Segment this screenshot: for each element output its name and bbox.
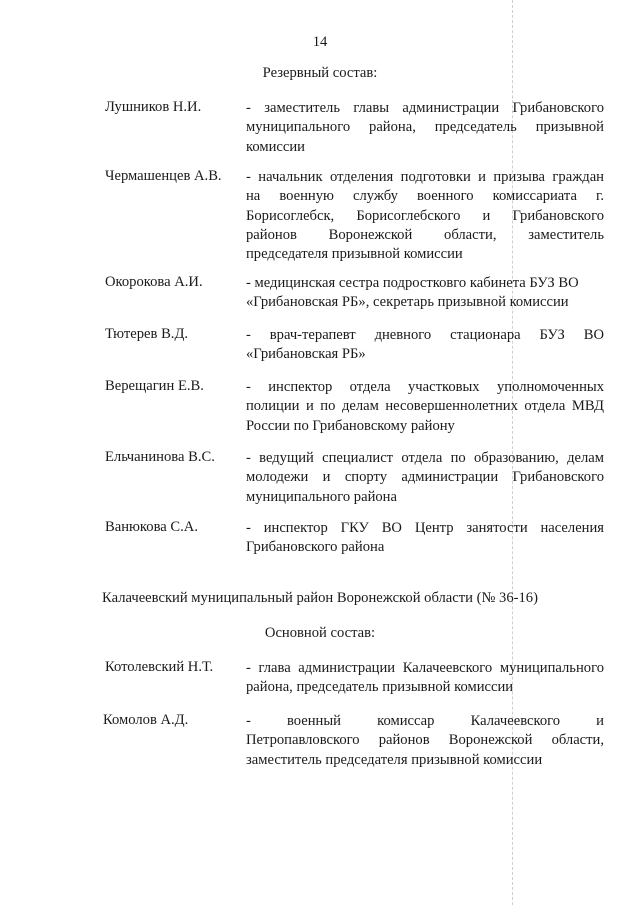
member-name: Ельчанинова В.С. — [105, 449, 215, 465]
member-role: - начальник отделения подготовки и призыва граждан на военную службу военного комиссариата г. Борисоглебск, Борисоглебского и Грибановского районов Воронежской области, заместитель председателя призывной комиссии — [246, 169, 604, 263]
member-name: Верещагин Е.В. — [105, 378, 204, 394]
member-role: - военный комиссар Калачеевского и Петропавловского районов Воронежской области, заместитель председателя призывной комиссии — [246, 713, 604, 768]
member-name: Чермашенцев А.В. — [105, 168, 222, 184]
reserve-composition-header: Резервный состав: — [262, 65, 378, 81]
member-name: Комолов А.Д. — [103, 712, 189, 728]
member-role: - глава администрации Калачеевского муниципального района, председатель призывной комиссии — [246, 660, 604, 696]
member-role: - медицинская сестра подростковго кабинета БУЗ ВО «Грибановская РБ», секретарь призывной комиссии — [246, 275, 579, 311]
member-role: - инспектор отдела участковых уполномоченных полиции и по делам несовершеннолетних отдела МВД России по Грибановскому району — [246, 379, 604, 434]
district-heading: Калачеевский муниципальный район Воронежской области (№ 36-16) — [102, 590, 538, 606]
member-role: - врач-терапевт дневного стационара БУЗ ВО «Грибановская РБ» — [246, 327, 604, 363]
member-name: Лушников Н.И. — [105, 99, 202, 115]
member-role: - ведущий специалист отдела по образованию, делам молодежи и спорту администрации Грибановского муниципального района — [246, 450, 604, 505]
member-name: Тютерев В.Д. — [105, 326, 189, 342]
member-role: - заместитель главы администрации Грибановского муниципального района, председатель призывной комиссии — [246, 100, 604, 155]
member-name: Окорокова А.И. — [105, 274, 203, 290]
main-composition-header: Основной состав: — [264, 625, 376, 641]
page-number: 14 — [312, 34, 328, 50]
member-name: Котолевский Н.Т. — [105, 659, 214, 675]
member-role: - инспектор ГКУ ВО Центр занятости населения Грибановского района — [246, 520, 604, 556]
member-name: Ванюкова С.А. — [105, 519, 198, 535]
